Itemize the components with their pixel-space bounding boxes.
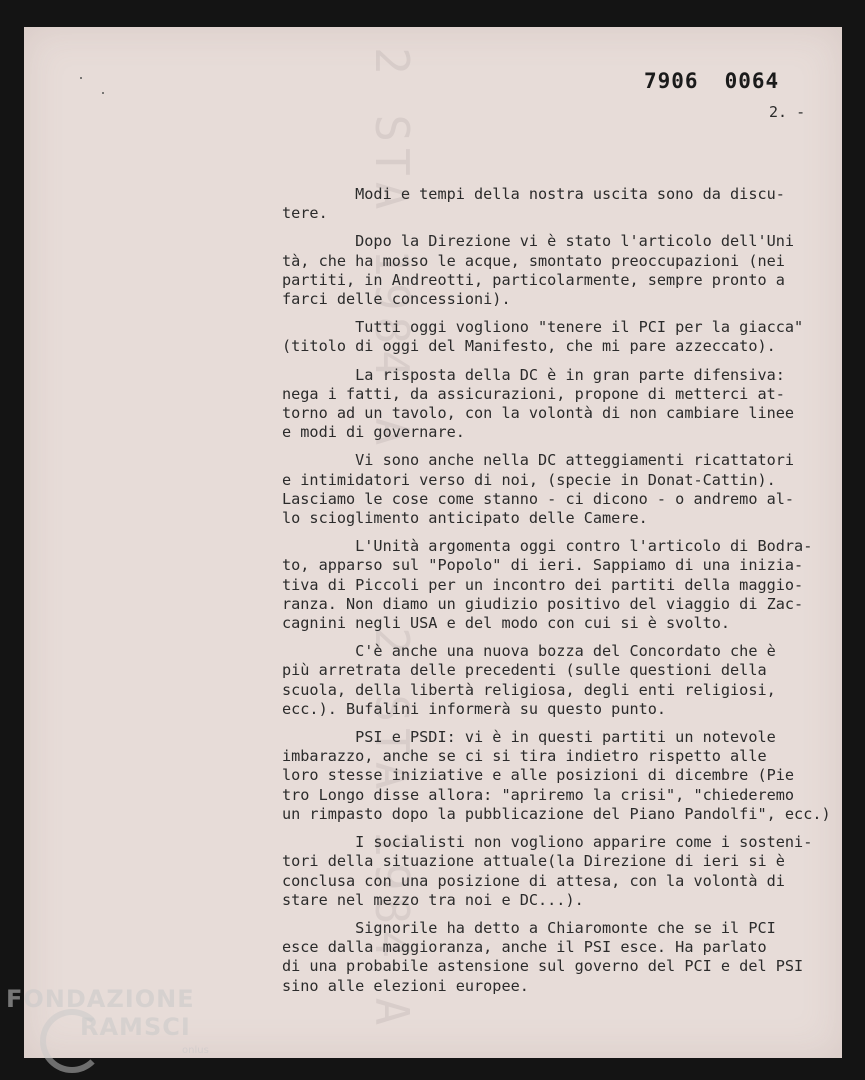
logo-text-line1: FONDAZIONE: [6, 985, 195, 1013]
text-line: scuola, della libertà religiosa, degli enti religiosi,: [282, 680, 776, 699]
text-line: partiti, in Andreotti, particolarmente, sempre pronto a: [282, 270, 785, 289]
text-line: Lasciamo le cose come stanno - ci dicono - o andremo al-: [282, 489, 795, 508]
text-line: un rimpasto dopo la pubblicazione del Piano Pandolfi", ecc.): [282, 804, 831, 823]
text-line: tere.: [282, 204, 328, 223]
text-line: Modi e tempi della nostra uscita sono da discu-: [282, 185, 785, 203]
text-line: più arretrata delle precedenti (sulle questioni della: [282, 661, 767, 680]
text-line: e intimidatori verso di noi, (specie in Donat-Cattin).: [282, 470, 776, 489]
text-line: stare nel mezzo tra noi e DC...).: [282, 890, 584, 909]
text-line: La risposta della DC è in gran parte difensiva:: [282, 365, 785, 384]
text-line: tà, che ha mosso le acque, smontato preoccupazioni (nei: [282, 251, 785, 270]
text-line: lo scioglimento anticipato delle Camere.: [282, 509, 648, 528]
text-line: esce dalla maggioranza, anche il PSI esce. Ha parlato: [282, 938, 767, 957]
text-line: ranza. Non diamo un giudizio positivo del viaggio di Zac-: [282, 594, 804, 613]
paragraph: [282, 185, 842, 223]
typed-text-body: [282, 185, 842, 1005]
text-line: sino alle elezioni europee.: [282, 976, 529, 995]
paragraph: [282, 318, 842, 356]
text-line: Dopo la Direzione vi è stato l'articolo dell'Uni: [282, 232, 795, 251]
text-line: loro stesse iniziative e alle posizioni di dicembre (Pie: [282, 766, 795, 785]
text-line: imbarazzo, anche se ci si tira indietro rispetto alle: [282, 747, 767, 766]
text-line: I socialisti non vogliono apparire come i sosteni-: [282, 833, 813, 852]
paper-speck: [80, 77, 82, 79]
paragraph: [282, 833, 842, 910]
paragraph: [282, 366, 842, 443]
text-line: e modi di governare.: [282, 423, 465, 442]
text-line: torno ad un tavolo, con la volontà di non cambiare linee: [282, 404, 795, 423]
text-line: L'Unità argomenta oggi contro l'articolo di Bodra-: [282, 537, 813, 556]
text-line: nega i fatti, da assicurazioni, propone di metterci at-: [282, 384, 785, 403]
text-line: Tutti oggi vogliono "tenere il PCI per la giacca": [282, 318, 804, 337]
text-line: farci delle concessioni).: [282, 290, 511, 309]
text-line: Vi sono anche nella DC atteggiamenti ricattatori: [282, 451, 795, 470]
text-line: ecc.). Bufalini informerà su questo punto.: [282, 699, 667, 718]
text-line: C'è anche una nuova bozza del Concordato che è: [282, 642, 776, 661]
text-line: PSI e PSDI: vi è in questi partiti un notevole: [282, 728, 776, 747]
paper-speck: [102, 92, 104, 94]
text-line: to, apparso sul "Popolo" di ieri. Sappiamo di una inizia-: [282, 556, 804, 575]
doc-number-part1: 7906: [644, 69, 699, 93]
text-line: tro Longo disse allora: "apriremo la crisi", "chiederemo: [282, 785, 795, 804]
document-page: [24, 27, 842, 1058]
text-line: cagnini negli USA e del modo con cui si è svolto.: [282, 614, 731, 633]
doc-number-part2: 0064: [724, 69, 780, 93]
paragraph: [282, 919, 842, 996]
paragraph: [282, 537, 842, 633]
paragraph: [282, 232, 842, 309]
text-line: (titolo di oggi del Manifesto, che mi pare azzeccato).: [282, 337, 776, 356]
text-line: di una probabile astensione sul governo del PCI e del PSI: [282, 957, 804, 976]
page-number: 2. -: [769, 103, 806, 121]
text-line: conclusa con una posizione di attesa, con la volontà di: [282, 871, 785, 890]
fondazione-gramsci-logo: [6, 985, 209, 1056]
logo-text-line2: RAMSCI: [80, 1013, 191, 1041]
text-line: Signorile ha detto a Chiaromonte che se il PCI: [282, 918, 776, 937]
paragraph: [282, 642, 842, 719]
document-number: [644, 69, 805, 93]
paragraph: [282, 451, 842, 528]
paragraph: [282, 728, 842, 824]
bleed-through-text: 2 STA 1984 A: [365, 47, 419, 452]
text-line: tori della situazione attuale(la Direzione di ieri si è: [282, 852, 785, 871]
logo-text-line3: onlus: [182, 1045, 209, 1056]
text-line: tiva di Piccoli per un incontro dei partiti della maggio-: [282, 575, 804, 594]
bleed-through-text: 2 STA 1984 A: [365, 627, 419, 1032]
